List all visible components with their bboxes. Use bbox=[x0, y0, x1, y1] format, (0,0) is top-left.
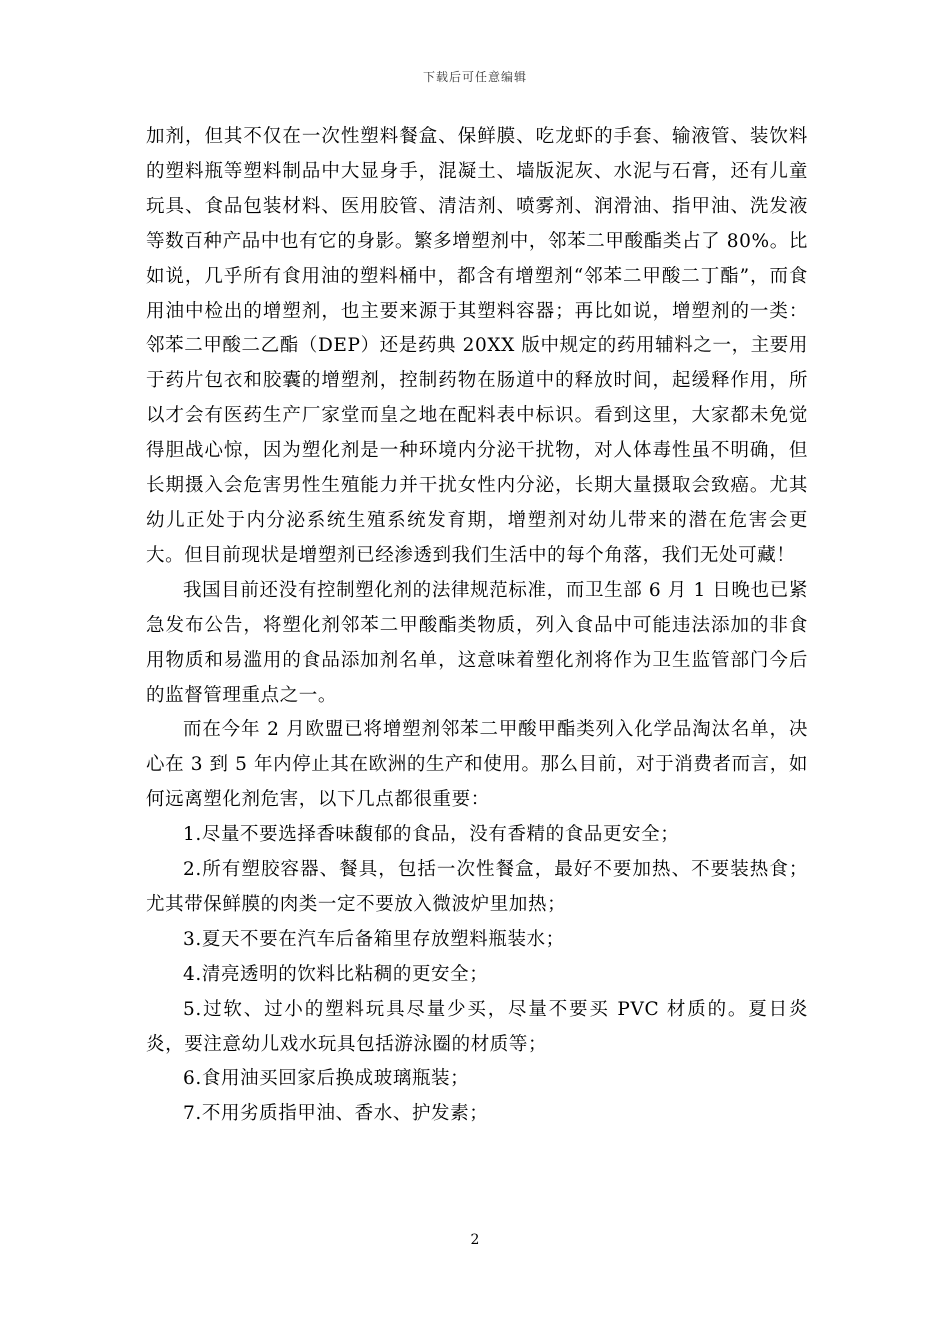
list-item: 4.清亮透明的饮料比粘稠的更安全； bbox=[183, 963, 489, 985]
list-item: 5.过软、过小的塑料玩具尽量少买，尽量不要买 PVC 材质的。夏日炎炎，要注意幼儿戏水玩具包括游泳圈的材质等； bbox=[146, 998, 808, 1055]
list-item: 6.食用油买回家后换成玻璃瓶装； bbox=[183, 1068, 470, 1090]
list-item: 3.夏天不要在汽车后备箱里存放塑料瓶装水； bbox=[183, 928, 565, 950]
list-item: 1.尽量不要选择香味馥郁的食品，没有香精的食品更安全； bbox=[183, 824, 680, 846]
list-item: 7.不用劣质指甲油、香水、护发素； bbox=[183, 1103, 489, 1125]
document-body bbox=[146, 120, 808, 1132]
list-item: 2.所有塑胶容器、餐具，包括一次性餐盒，最好不要加热、不要装热食；尤其带保鲜膜的肉类一定不要放入微波炉里加热； bbox=[146, 859, 808, 915]
paragraph-regulation: 我国目前还没有控制塑化剂的法律规范标准，而卫生部 6 月 1 日晚也已紧急发布公告，将塑化剂邻苯二甲酸酯类物质，列入食品中可能违法添加的非食用物质和易滥用的食品添加剂名单，这意味着塑化剂将作为卫生监管部门今后的监督管理重点之一。 bbox=[146, 579, 808, 706]
page-number: 2 bbox=[470, 1232, 480, 1248]
paragraph-eu-ban: 而在今年 2 月欧盟已将增塑剂邻苯二甲酸甲酯类列入化学品淘汰名单，决心在 3 到 5 年内停止其在欧洲的生产和使用。那么目前，对于消费者而言，如何远离塑化剂危害，以下几点都很重要： bbox=[146, 719, 808, 811]
page-header: 下载后可任意编辑 bbox=[422, 70, 527, 84]
paragraph-continued: 加剂，但其不仅在一次性塑料餐盒、保鲜膜、吃龙虾的手套、输液管、装饮料的塑料瓶等塑料制品中大显身手，混凝土、墙版泥灰、水泥与石膏，还有儿童玩具、食品包装材料、医用胶管、清洁剂、喷雾剂、润滑油、指甲油、洗发液等数百种产品中也有它的身影。繁多增塑剂中，邻苯二甲酸酯类占了 80%。比如说，几乎所有食用油的塑料桶中，都含有增塑剂“邻苯二甲酸二丁酯”，而食用油中检出的增塑剂，也主要来源于其塑料容器；再比如说，增塑剂的一类：邻苯二甲酸二乙酯（DEP）还是药典 20XX 版中规定的药用辅料之一，主要用于药片包衣和胶囊的增塑剂，控制药物在肠道中的释放时间，起缓释作用，所以才会有医药生产厂家堂而皇之地在配料表中标识。看到这里，大家都未免觉得胆战心惊，因为塑化剂是一种环境内分泌干扰物，对人体毒性虽不明确，但长期摄入会危害男性生殖能力并干扰女性内分泌，长期大量摄取会致癌。尤其幼儿正处于内分泌系统生殖系统发育期，增塑剂对幼儿带来的潜在危害会更大。但目前现状是增塑剂已经渗透到我们生活中的每个角落，我们无处可藏！ bbox=[146, 126, 808, 566]
